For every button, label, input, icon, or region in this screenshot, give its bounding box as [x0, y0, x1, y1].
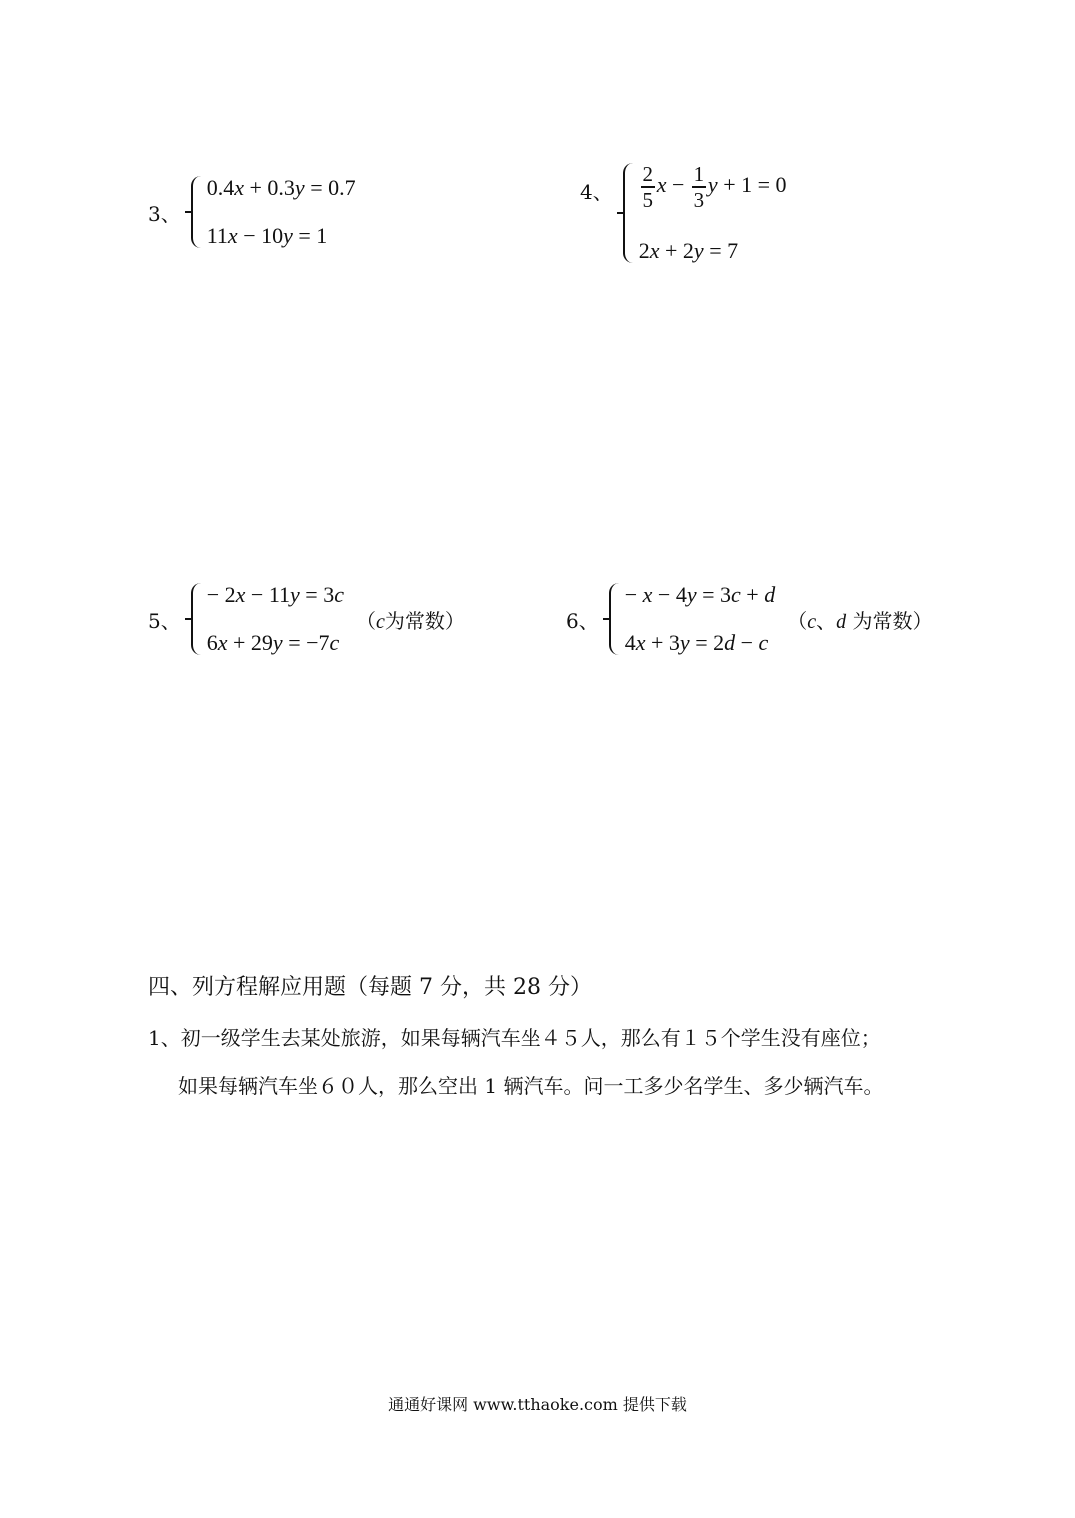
brace-icon: [191, 176, 203, 248]
brace-icon: [623, 163, 635, 263]
page-footer: 通通好课网 www.tthaoke.com 提供下载: [388, 1395, 687, 1414]
equation-1: $\frac{2}{5}$ x − $\frac{1}{3}$ y + 1 = 0: [642, 162, 787, 212]
equation-system: [625, 583, 775, 655]
equation-system: [207, 583, 344, 655]
equation-1: − 2x − 11y = 3c: [206, 582, 344, 607]
question-1-line-2: 如果每辆汽车坐６０人，那么空出 1 辆汽车。问一工多少名学生、多少辆汽车。: [178, 1074, 884, 1098]
equation-1: − x − 4y = 3c + d: [624, 582, 776, 607]
problem-4: [580, 163, 787, 263]
problem-5-note: （c为常数）: [355, 608, 465, 633]
problem-6: [566, 583, 932, 655]
problem-3: [148, 176, 356, 248]
section-title: 四、列方程解应用题（每题 7 分，共 28 分）: [148, 975, 592, 1000]
problem-5: [148, 583, 465, 655]
question-1-line-1: 1、初一级学生去某处旅游，如果每辆汽车坐４５人，那么有１５个学生没有座位；: [148, 1026, 881, 1050]
brace-icon: [191, 583, 203, 655]
equation-system: [207, 176, 356, 248]
equation-2: 11x − 10y = 1: [206, 222, 328, 248]
equation-1: 0.4x + 0.3y = 0.7: [206, 175, 356, 200]
equation-2: 2x + 2y = 7: [638, 237, 739, 263]
problem-4-label: 4、: [580, 179, 613, 204]
problem-5-label: 5、: [148, 608, 181, 633]
equation-2: 6x + 29y = −7c: [206, 629, 340, 655]
equation-2: 4x + 3y = 2d − c: [624, 629, 769, 655]
equation-system: [639, 163, 787, 263]
problem-3-label: 3、: [148, 201, 181, 226]
brace-icon: [609, 583, 621, 655]
problem-6-label: 6、: [566, 608, 599, 633]
problem-6-note: （c、d 为常数）: [787, 608, 933, 633]
